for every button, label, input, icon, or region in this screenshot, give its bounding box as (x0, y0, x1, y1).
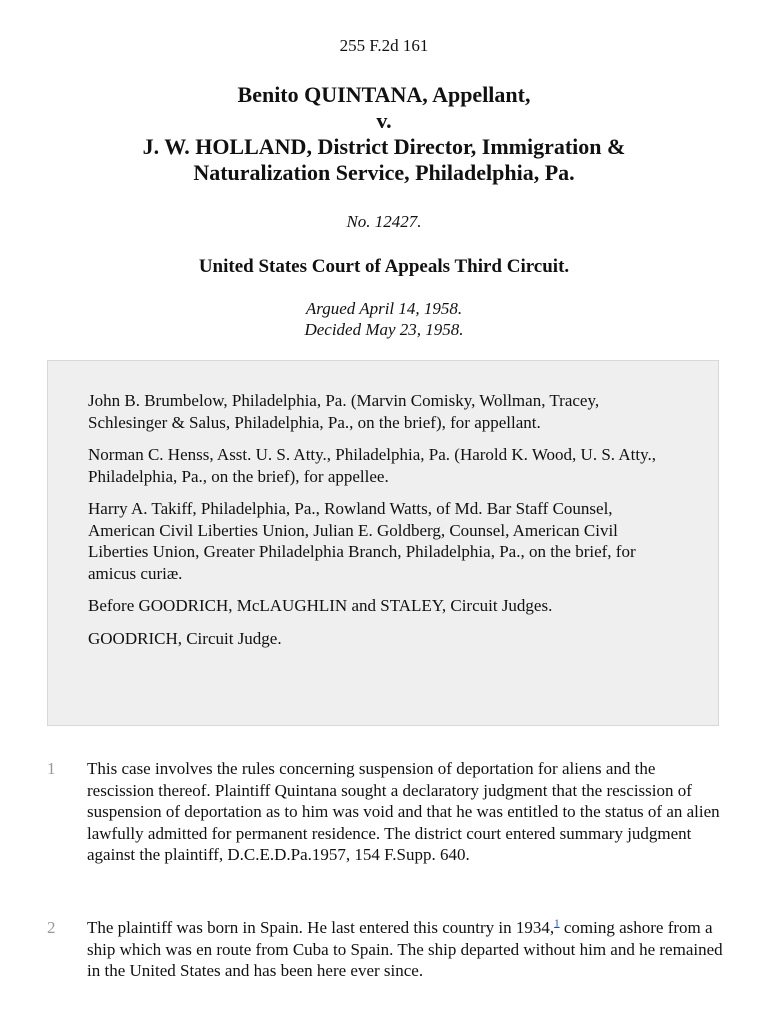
appellee-line-1: J. W. HOLLAND, District Director, Immigration & (142, 134, 626, 159)
appellee-line-2: Naturalization Service, Philadelphia, Pa. (193, 160, 575, 185)
decided-date: Decided May 23, 1958. (304, 320, 464, 339)
case-citation: 255 F.2d 161 (339, 36, 429, 55)
argued-date: Argued April 14, 1958. (305, 299, 463, 318)
case-dates (0, 298, 768, 340)
paragraph-number: 1 (47, 759, 56, 778)
counsel-appellant: John B. Brumbelow, Philadelphia, Pa. (Marvin Comisky, Wollman, Tracey, Schlesinger & Salus, Philadelphia, Pa., on the brief), for appellant. (88, 391, 600, 432)
counsel-appellee: Norman C. Henss, Asst. U. S. Atty., Philadelphia, Pa. (Harold K. Wood, U. S. Atty., Philadelphia, Pa., on the brief), for appellee. (88, 445, 656, 486)
bench-panel: Before GOODRICH, McLAUGHLIN and STALEY, Circuit Judges. (88, 596, 553, 615)
paragraph-text (87, 917, 723, 982)
opinion-author: GOODRICH, Circuit Judge. (88, 628, 282, 648)
case-caption (60, 82, 708, 186)
docket-number: No. 12427. (346, 212, 422, 231)
paragraph-text: This case involves the rules concerning suspension of deportation for aliens and the rescission thereof. Plaintiff Quintana sought a declaratory judgment that the rescission of suspension of deportation as to him was void and that he was entitled to the status of an alien lawfully admitted for permanent residence. The district court entered summary judgment against the plaintiff, D.C.E.D.Pa.1957, 154 F.Supp. 640. (87, 759, 720, 864)
paragraph-text-before: The plaintiff was born in Spain. He last entered this country in 1934, (87, 918, 555, 937)
counsel-box (47, 360, 719, 726)
paragraph-text-after: coming ashore from a ship which was en route from Cuba to Spain. The ship departed without him and he remained in the United States and has been here ever since. (87, 918, 723, 980)
footnote-link[interactable]: 1 (554, 917, 560, 930)
appellant-name: Benito QUINTANA, Appellant, (237, 82, 531, 107)
versus: v. (376, 108, 392, 133)
paragraph-number: 2 (47, 918, 56, 937)
counsel-amicus: Harry A. Takiff, Philadelphia, Pa., Rowland Watts, of Md. Bar Staff Counsel, American Civil Liberties Union, Julian E. Goldberg, Counsel, American Civil Liberties Union, Greater Philadelphia Branch, Philadelphia, Pa., on the brief, for amicus curiæ. (88, 499, 636, 583)
court-name: United States Court of Appeals Third Circuit. (198, 256, 570, 277)
